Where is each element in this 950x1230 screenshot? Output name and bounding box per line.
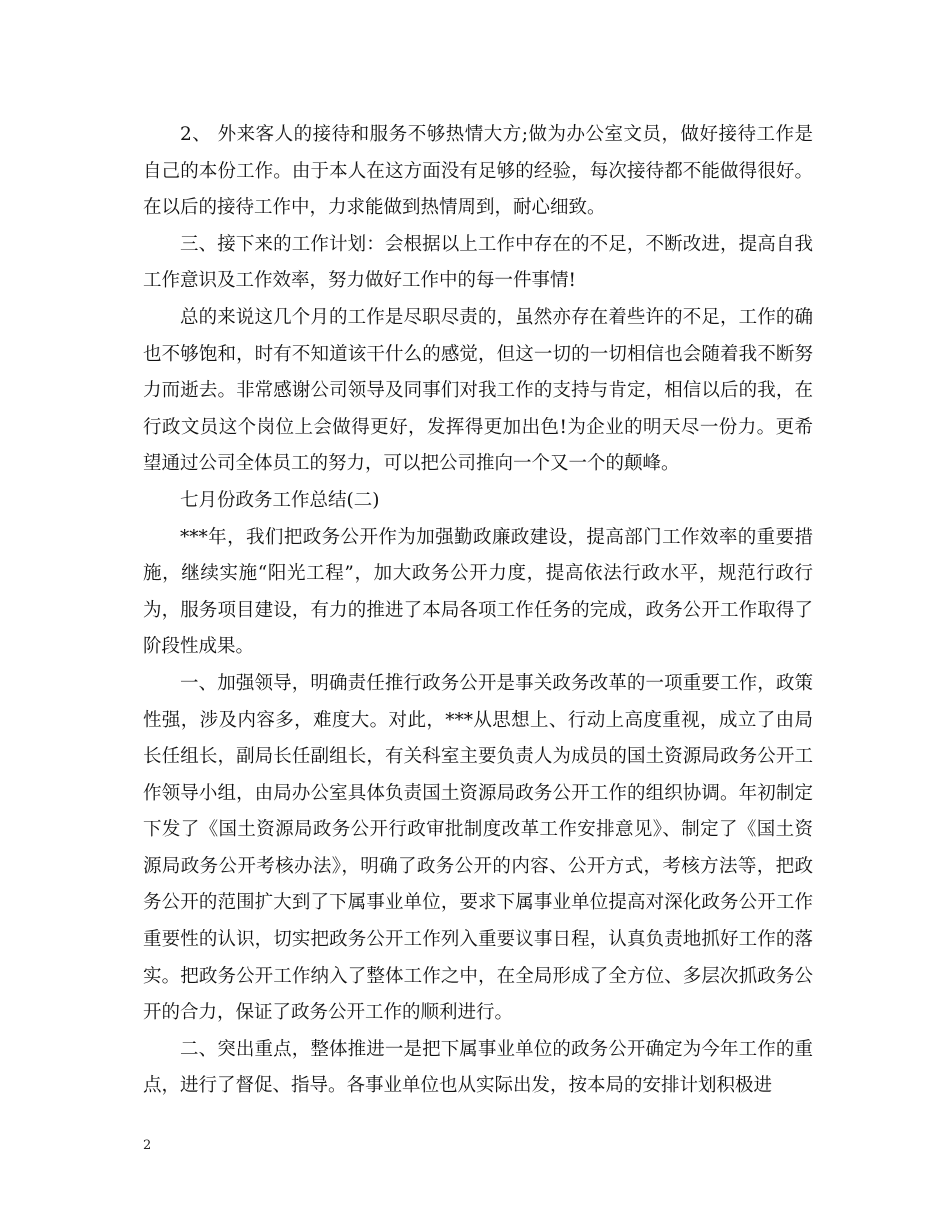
section-title: 七月份政务工作总结(二) <box>180 489 380 511</box>
page-number: 2 <box>143 1138 152 1153</box>
document-body <box>143 117 813 1105</box>
paragraph-leadership: 一、加强领导，明确责任推行政务公开是事关政务改革的一项重要工作，政策性强，涉及内容多，难度大。对此，***从思想上、行动上高度重视，成立了由局长任组长，副局长任副组长，有关科室主要负责人为成员的国土资源局政务公开工作领导小组，由局办公室具体负责国土资源局政务公开工作的组织协调。年初制定下发了《国土资源局政务公开行政审批制度改革工作安排意见》、制定了《国土资源局政务公开考核办法》，明确了政务公开的内容、公开方式，考核方法等，把政务公开的范围扩大到了下属事业单位，要求下属事业单位提高对深化政务公开工作重要性的认识，切实把政务公开工作列入重要议事日程，认真负责地抓好工作的落实。把政务公开工作纳入了整体工作之中，在全局形成了全方位、多层次抓政务公开的合力，保证了政务公开工作的顺利进行。 <box>143 672 813 1024</box>
paragraph-reception-service: 2、 外来客人的接待和服务不够热情大方;做为办公室文员，做好接待工作是自己的本份工作。由于本人在这方面没有足够的经验，每次接待都不能做得很好。在以后的接待工作中，力求能做到热情周到，耐心细致。 <box>143 124 813 219</box>
paragraph-work-plan: 三、接下来的工作计划：会根据以上工作中存在的不足，不断改进，提高自我工作意识及工作效率，努力做好工作中的每一件事情! <box>143 233 813 292</box>
paragraph-key-points: 二、突出重点，整体推进一是把下属事业单位的政务公开确定为今年工作的重点，进行了督促、指导。各事业单位也从实际出发，按本局的安排计划积极进 <box>143 1038 813 1097</box>
paragraph-summary: 总的来说这几个月的工作是尽职尽责的，虽然亦存在着些许的不足，工作的确也不够饱和，时有不知道该干什么的感觉，但这一切的一切相信也会随着我不断努力而逝去。非常感谢公司领导及同事们对我工作的支持与肯定，相信以后的我，在行政文员这个岗位上会做得更好，发挥得更加出色!为企业的明天尽一份力。更希望通过公司全体员工的努力，可以把公司推向一个又一个的颠峰。 <box>143 306 813 475</box>
paragraph-open-government-intro: ***年，我们把政务公开作为加强勤政廉政建设，提高部门工作效率的重要措施，继续实施“阳光工程”，加大政务公开力度，提高依法行政水平，规范行政行为，服务项目建设，有力的推进了本局各项工作任务的完成，政务公开工作取得了阶段性成果。 <box>143 526 813 658</box>
